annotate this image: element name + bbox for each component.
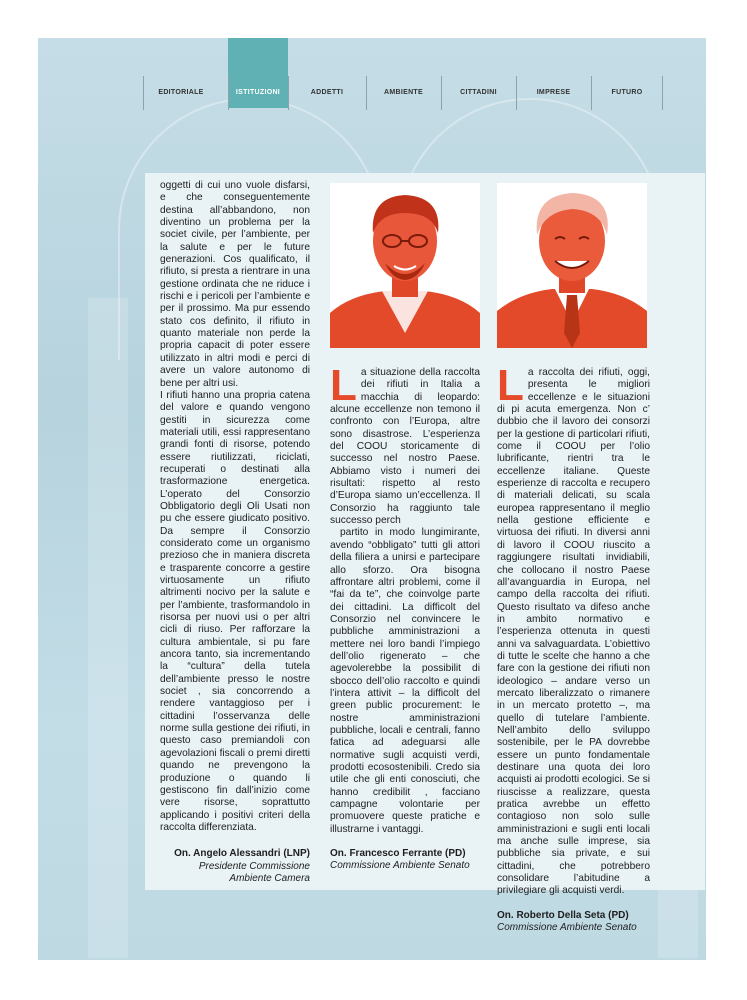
nav-item-cittadini[interactable]: CITTADINI <box>460 88 497 96</box>
signature-alessandri <box>160 848 310 885</box>
signature-role: Commissione Ambiente Senato <box>497 922 637 934</box>
column-ferrante <box>330 361 480 873</box>
nav-item-imprese[interactable]: IMPRESE <box>536 88 571 96</box>
paragraph: partito in modo lungimirante, avendo “obbligato” tutti gli attori della filiera a unirsi e partecipare allo sforzo. Ora bisogna affrontare altri problemi, come il “fai da te”, che coinvolge parte dei cittadini. La difficolt del Consorzio nel convincere le pubbliche amministrazioni a mettere nei loro bandi l’impiego dell’olio rigenerato – che agevolerebbe la possibilit di sbocco dell’olio raccolto e quindi l’intera attivit – la difficolt del green public procurement: le nostre amministrazioni pubbliche, locali e centrali, fanno fatica ad adeguarsi alle normative sugli acquisti verdi, prodotti ecosostenibili. Credo sia utile che gli enti conosciuti, che hanno credibilit , facciano campagne volontarie per promuovere queste pratiche e illustrarne i vantaggi. <box>330 527 480 835</box>
signature-role: Ambiente Camera <box>229 872 310 884</box>
nav-item-futuro[interactable]: FUTURO <box>611 88 643 96</box>
column-della-seta <box>497 361 650 934</box>
paragraph: oggetti di cui uno vuole disfarsi, e che conseguentemente destina all’abbandono, non diventino un problema per la societ civile, per l’ambiente, per la salute e per le future generazioni. Cos qualificato, il rifiuto, si presta a rientrare in una gestione ordinata che ne riduce i rischi e i pericoli per l’ambiente e per il prossimo. Ma pur essendo stato cos definito, il rifiuto in quanto materiale non perde la propria capacit di poter essere utilizzato in altri modi e perci di avere un valore autonomo di bene per altri usi. <box>160 180 310 389</box>
portrait-ferrante <box>330 183 480 348</box>
nav-item-ambiente[interactable]: AMBIENTE <box>384 88 423 96</box>
signature-name: On. Roberto Della Seta (PD) <box>497 909 629 921</box>
column-alessandri <box>160 180 310 885</box>
nav-item-editoriale[interactable]: EDITORIALE <box>158 88 204 96</box>
signature-della-seta <box>497 910 650 935</box>
portrait-della-seta <box>497 183 647 348</box>
paragraph: I rifiuti hanno una propria catena del valore e quando vengono gestiti in sicurezza come materiali utili, essi rappresentano grandi fonti di risorse, potendo essere riutilizzati, riciclati, recuperati o destinati alla trasformazione energetica. L’operato del Consorzio Obbligatorio degli Oli Usati non pu che essere giudicato positivo. Da sempre il Consorzio considerato come un organismo prezioso che in maniera discreta e trasparente concorre a gestire virtuosamente un rifiuto altrimenti nocivo per la salute e per l’ambiente, trasformandolo in risorsa per nuovi usi o per altri cicli di riuso. Per rafforzare la cultura ambientale, si pu fare ancora tanto, sia incrementando la “cultura” della tutela dell’ambiente presso le nostre societ , sia concorrendo a rendere vantaggioso per i cittadini l’osservanza delle norme sulla gestione dei rifiuti, in questo caso premiandoli con agevolazioni fiscali o premi diretti quando ne prevengono la produzione o quando li gestiscono fin dall’inizio come vere risorse, soprattutto applicando i positivi criteri della raccolta differenziata. <box>160 389 310 833</box>
paragraph-text: a situazione della raccolta dei rifiuti in Italia a macchia di leopardo: alcune eccellenze non temono il confronto con l’Europa, altre sono disastrose. L’esperienza del COOU storicamente di successo nel nostro Paese. Abbiamo visto i numeri dei risultati: rispetto al resto d’Europa siamo un’eccellenza. Il Consorzio ha raggiunto tale successo perch <box>330 367 480 527</box>
nav-item-istituzioni[interactable]: ISTITUZIONI <box>235 88 281 96</box>
signature-name: On. Angelo Alessandri (LNP) <box>174 848 310 860</box>
signature-role: Commissione Ambiente Senato <box>330 860 470 872</box>
signature-ferrante <box>330 848 480 873</box>
drop-cap: L <box>497 361 524 410</box>
signature-role: Presidente Commissione <box>198 860 310 872</box>
paragraph-text: a raccolta dei rifiuti, oggi, presenta le migliori eccellenze e le situazioni di pi acuta emergenza. Non c’ dubbio che il lavoro dei consorzi per la gestione di particolari rifiuti, come il COOU per l’olio lubrificante, rientri tra le eccellenze italiane. Queste esperienze di raccolta e recupero di materiali delicati, su scala europea rappresentano il meglio nella gestione efficiente e virtuosa dei rifiuti. In diversi anni di lavoro il COOU riuscito a raggiungere risultati invidiabili, che collocano il nostro Paese all’avanguardia in Europa, nel campo della raccolta dei rifiuti. Questo risultato va difeso anche in ambito normativo e l’esperienza ottenuta in questi anni va salvaguardata. L’obiettivo di tutte le scelte che hanno a che fare con la gestione dei rifiuti non ideologico – andare verso un mercato liberalizzato o rimanere in un mercato protetto –, ma quello di tutelare l’ambiente. Nell’ambito dello sviluppo sostenibile, per le PA dovrebbe essere un punto fondamentale destinare una quota dei loro acquisti ai prodotti ecologici. Se si riuscisse a realizzare, questa pratica avrebbe un effetto contagioso non solo sulle amministrazioni e sugli enti locali ma anche sulle imprese, sia pubbliche sia private, e sui cittadini, che potrebbero consolidare l’abitudine a privilegiare gli acquisti verdi. <box>497 367 650 897</box>
paragraph <box>497 361 650 898</box>
nav-item-addetti[interactable]: ADDETTI <box>310 88 344 96</box>
drop-cap: L <box>330 361 357 410</box>
paragraph <box>330 361 480 527</box>
top-navigation <box>143 74 663 110</box>
signature-name: On. Francesco Ferrante (PD) <box>330 848 466 860</box>
